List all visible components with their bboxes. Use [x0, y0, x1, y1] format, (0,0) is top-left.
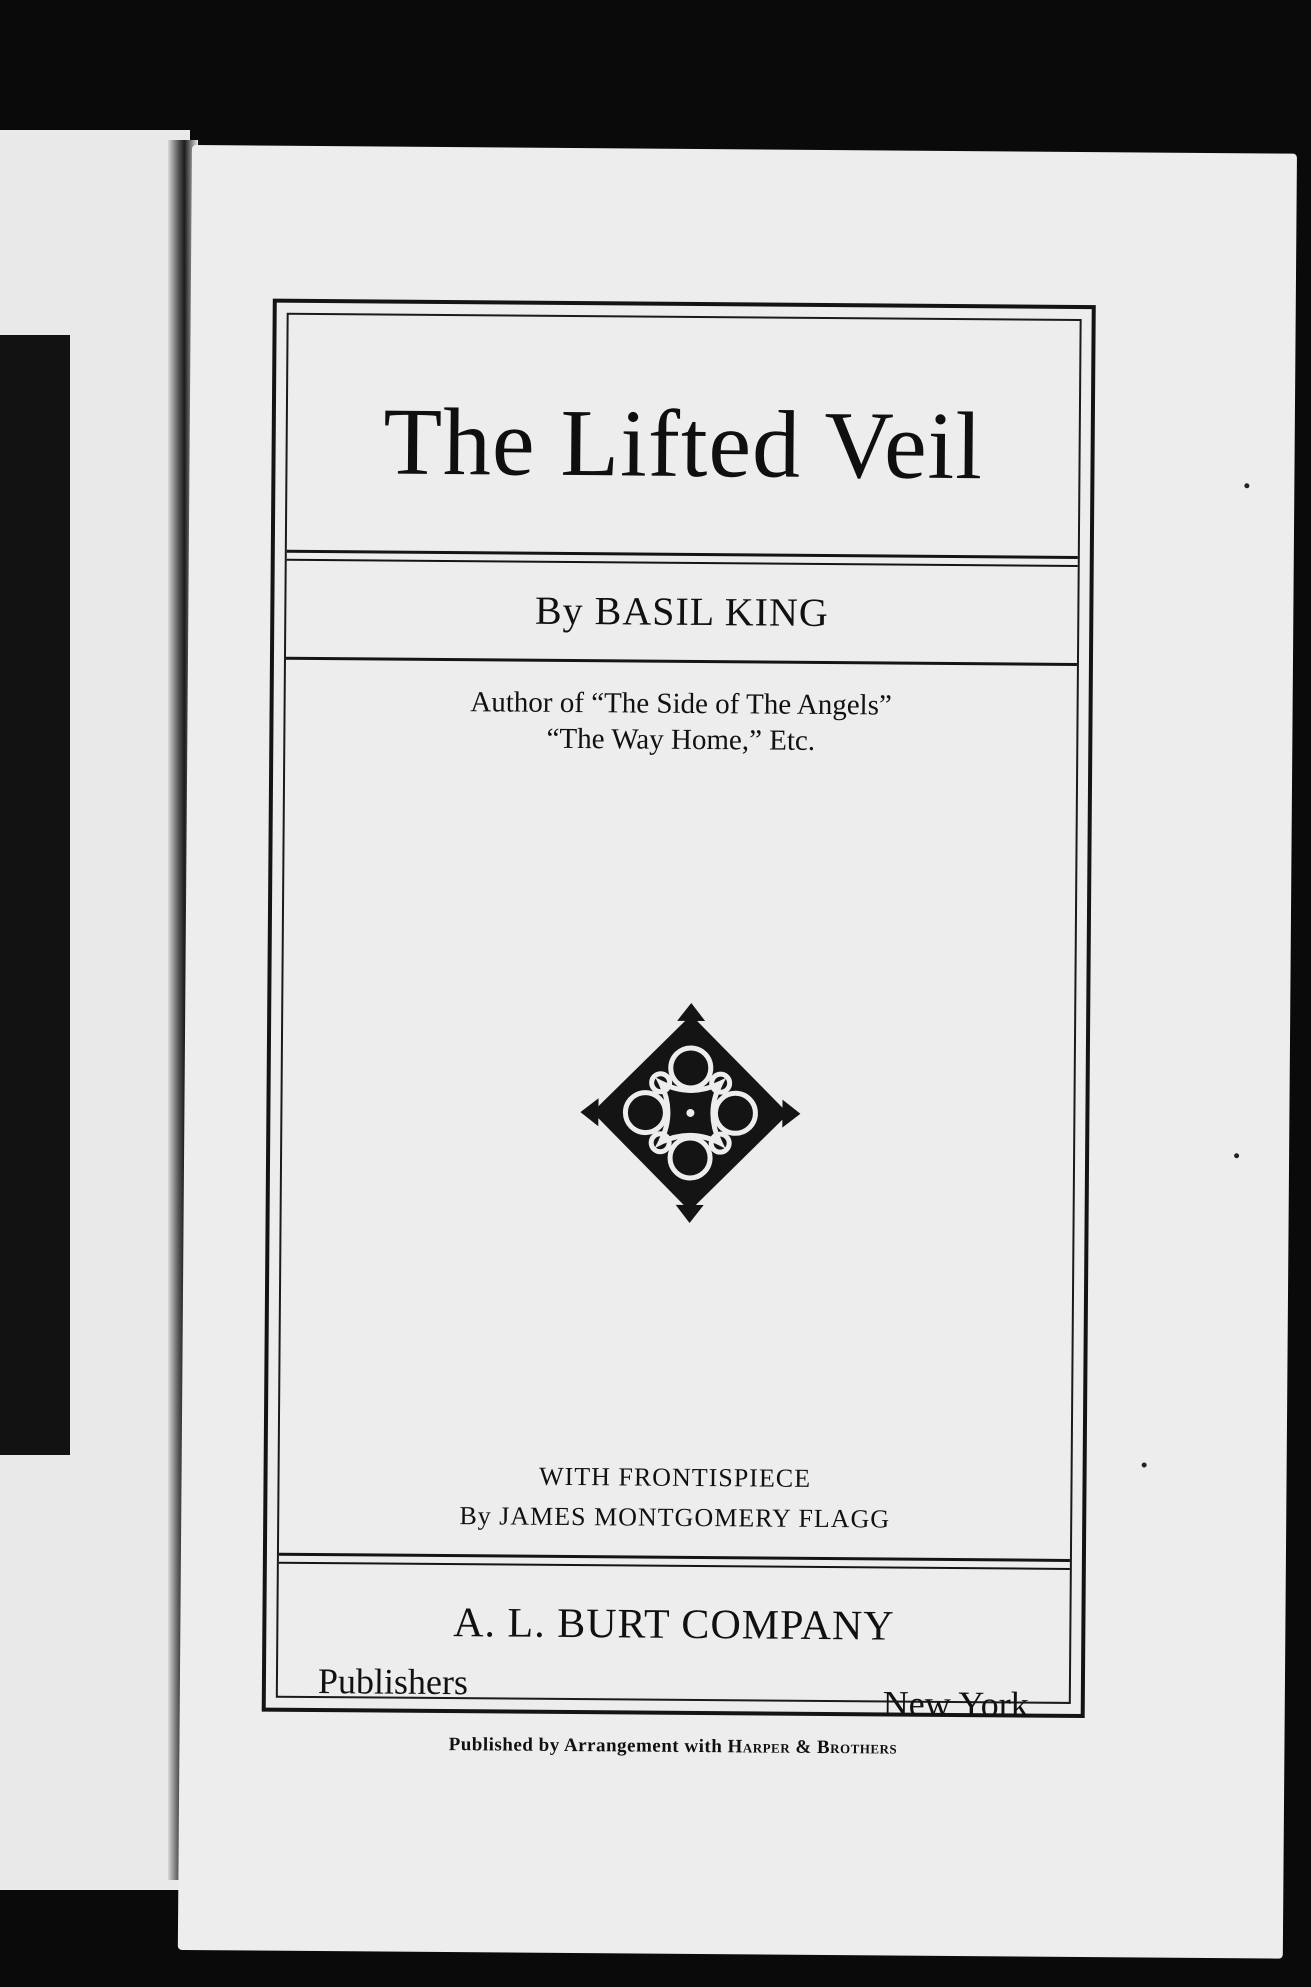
author-works-line2: “The Way Home,” Etc.: [546, 722, 816, 757]
arrangement-prefix: Published by Arrangement with: [448, 1734, 723, 1758]
ornament-icon: [580, 1002, 802, 1224]
arrangement-note: [277, 1733, 1068, 1761]
publisher-row: [317, 1660, 1029, 1725]
facing-page-shadow: [0, 335, 70, 1455]
title-frame: [262, 299, 1096, 1759]
paper-speck: [1234, 1153, 1239, 1158]
arrangement-house: Harper & Brothers: [727, 1736, 898, 1759]
paper-speck: [1142, 1462, 1147, 1467]
frontispiece-line2: By JAMES MONTGOMERY FLAGG: [459, 1501, 891, 1534]
frontispiece-line1: WITH FRONTISPIECE: [538, 1461, 812, 1493]
author-works: [285, 683, 1077, 761]
publisher-city: New York: [882, 1683, 1029, 1725]
publisher-rule: [279, 1553, 1070, 1570]
byline-rule: [286, 657, 1077, 666]
title-page: [178, 145, 1297, 1959]
title-rule: [287, 550, 1078, 567]
author-works-line1: Author of “The Side of The Angels”: [470, 686, 892, 722]
title-frame-inner: [276, 313, 1082, 1759]
publisher-name: A. L. BURT COMPANY: [453, 1600, 895, 1650]
book-title: The Lifted Veil: [382, 387, 984, 500]
frontispiece-credit: [279, 1455, 1071, 1541]
author-byline: By BASIL KING: [534, 587, 829, 636]
publisher-label: Publishers: [317, 1661, 469, 1703]
paper-speck: [1244, 483, 1249, 488]
facing-page: [0, 130, 190, 1890]
